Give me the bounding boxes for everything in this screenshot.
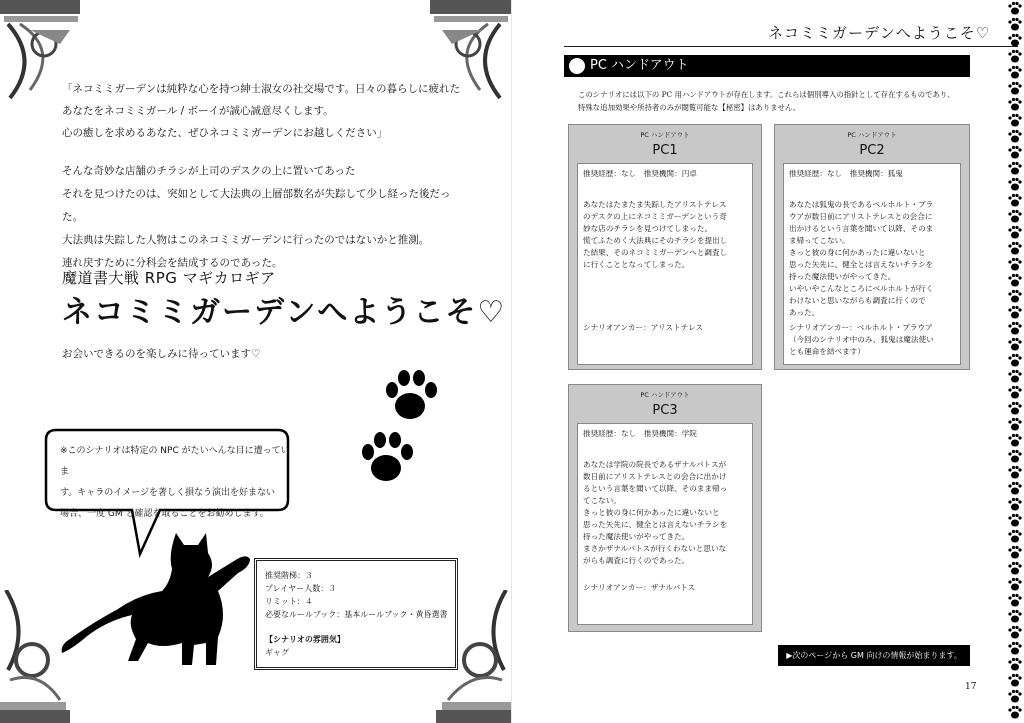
story-text bbox=[62, 160, 462, 275]
handout-text-line: るという言葉を聞いて以降、そのまま帰っ bbox=[583, 484, 728, 493]
info-line: リミット：４ bbox=[265, 597, 313, 606]
paw-border-icon bbox=[1008, 370, 1021, 383]
handout-text-line: てこない。 bbox=[583, 496, 621, 505]
anchor-line: シナリオアンカー：アリストテレス bbox=[583, 323, 704, 332]
handout-text-line: わけないと思いながらも調査に行くので bbox=[789, 296, 926, 305]
paw-border-icon bbox=[1008, 514, 1021, 527]
paw-border-icon bbox=[1008, 338, 1021, 351]
handout-label: PC ハンドアウト bbox=[847, 131, 897, 139]
intro-line: 「ネコミミガーデンは純粋な心を持つ紳士淑女の社交場です。日々の暮らしに疲れた bbox=[62, 83, 460, 95]
header-rule bbox=[564, 46, 1018, 47]
paw-border-icon bbox=[1008, 498, 1021, 511]
paw-print-icon bbox=[380, 368, 442, 424]
handout-pc-name: PC2 bbox=[859, 143, 885, 158]
handout-text-line: いやいやこんなところにベルホルトが行く bbox=[789, 284, 934, 293]
intro-quote bbox=[62, 78, 462, 144]
right-page bbox=[512, 0, 1024, 723]
handout-text-line: 出かけるという言葉を聞いて以降、そのま bbox=[789, 224, 934, 233]
warning-line: す。キャラのイメージを著しく損なう演出を好まない bbox=[60, 488, 276, 498]
warning-line: 場合、一度 GM と確認を取ることをお勧めします。 bbox=[60, 509, 269, 519]
paw-border-icon bbox=[1008, 306, 1021, 319]
paw-border-icon bbox=[1008, 466, 1021, 479]
intro-line: あなたをネコミミガール / ボーイが誠心誠意尽くします。 bbox=[62, 105, 334, 117]
paw-border-icon bbox=[1008, 706, 1021, 719]
page-number: 17 bbox=[965, 682, 977, 692]
handout-label: PC ハンドアウト bbox=[640, 391, 690, 399]
handout-pc-name: PC1 bbox=[652, 143, 678, 158]
handout-text-line: 持った魔法使いがやってきた。 bbox=[789, 272, 896, 281]
paw-border-icon bbox=[1008, 434, 1021, 447]
handout-card-pc3 bbox=[568, 384, 762, 632]
handout-text bbox=[789, 199, 933, 319]
paw-border-icon bbox=[1008, 418, 1021, 431]
welcome-text: お会いできるのを楽しみに待っています♡ bbox=[62, 348, 261, 360]
handout-card-pc1 bbox=[568, 124, 762, 370]
warning-note bbox=[60, 441, 290, 525]
intro-line: 心の癒しを求めるあなた、ぜひネコミミガーデンにお越しください」 bbox=[62, 127, 388, 139]
handout-text-line: がらも調査に行くのであった。 bbox=[583, 556, 690, 565]
paw-border-icon bbox=[1008, 66, 1021, 79]
story-line: それを見つけたのは、突如として大法典の上層部数名が失踪して少し経った後だった。 bbox=[62, 188, 451, 223]
paw-border-icon bbox=[1008, 130, 1021, 143]
paw-border-icon bbox=[1008, 114, 1021, 127]
handout-card-pc2 bbox=[774, 124, 970, 370]
handout-text-line: あなたは狐鬼の長であるベルホルト・ブラ bbox=[789, 200, 934, 209]
section-title: PC ハンドアウト bbox=[590, 58, 689, 73]
cat-silhouette bbox=[58, 525, 258, 675]
handout-text-line: 妙な店のチラシを見つけてしまった。 bbox=[583, 224, 713, 233]
handout-body bbox=[783, 163, 961, 365]
handout-text-line: 数日前にアリストテレスとの会合に出かけ bbox=[583, 472, 727, 481]
handout-fields: 推奨経歴：なし 推奨機関：学院 bbox=[583, 429, 697, 438]
handout-fields: 推奨経歴：なし 推奨機関：狐鬼 bbox=[789, 169, 903, 178]
handout-text-line: た結果、そのネコミミガーデンへと調査し bbox=[583, 248, 728, 257]
paw-border-icon bbox=[1008, 98, 1021, 111]
handout-text-line: のデスクの上にネコミミガーデンという奇 bbox=[583, 212, 727, 221]
paw-border-icon bbox=[1008, 210, 1021, 223]
handout-text-line: きっと彼の身に何かあったに違いないと bbox=[583, 508, 720, 517]
paw-border-icon bbox=[1008, 146, 1021, 159]
handout-text-line: 思った矢先に、健全とは言えないチラシを bbox=[789, 260, 934, 269]
section-title-bar bbox=[564, 55, 970, 77]
paw-border-icon bbox=[1008, 226, 1021, 239]
handout-text-line: あった。 bbox=[789, 308, 820, 317]
section-description bbox=[578, 88, 978, 114]
atmosphere-value: ギャグ bbox=[265, 648, 289, 657]
warning-line: ※このシナリオは特定の NPC がたいへんな目に遭っていま bbox=[60, 446, 290, 477]
handout-text-line: あなたは学院の院長であるザナルバトスが bbox=[583, 460, 727, 469]
system-title: 魔道書大戦 RPG マギカロギア bbox=[62, 269, 276, 287]
atmosphere-label: 【シナリオの雰囲気】 bbox=[265, 635, 345, 644]
paw-border-icon bbox=[1008, 274, 1021, 287]
paw-border-icon bbox=[1008, 354, 1021, 367]
paw-border-icon bbox=[1008, 690, 1021, 703]
paw-border-icon bbox=[1008, 386, 1021, 399]
paw-border-icon bbox=[1008, 242, 1021, 255]
handout-text-line: 慌てふためく大法典にそのチラシを提出し bbox=[583, 236, 728, 245]
handout-text-line: まさかザナルバトスが行くわないと思いな bbox=[583, 544, 727, 553]
anchor-line: シナリオアンカー：ザナルバトス bbox=[583, 583, 696, 592]
paw-border-icon bbox=[1008, 162, 1021, 175]
handout-anchor bbox=[789, 322, 934, 358]
paw-border-icon bbox=[1008, 194, 1021, 207]
info-line: 必要なルールブック：基本ルールブック・黄昏選書 bbox=[265, 610, 448, 619]
paw-print-icon bbox=[356, 430, 418, 486]
handout-fields: 推奨経歴：なし 推奨機関：円卓 bbox=[583, 169, 697, 178]
handout-text bbox=[583, 459, 727, 567]
paw-border-icon bbox=[1008, 2, 1021, 15]
paw-border-icon bbox=[1008, 530, 1021, 543]
anchor-line: シナリオアンカー：ベルホルト・ブラウア bbox=[789, 323, 933, 332]
info-line: 推奨階梯：３ bbox=[265, 571, 313, 580]
anchor-line: （今回のシナリオ中のみ、狐鬼は魔法使い bbox=[789, 335, 934, 344]
story-line: 連れ戻すために分科会を結成するのであった。 bbox=[62, 257, 283, 269]
desc-line: このシナリオには以下の PC 用ハンドアウトが存在します。これらは個別導入の指針として存在するものであり、 bbox=[578, 90, 955, 99]
handout-anchor bbox=[583, 582, 695, 594]
paw-border-icon bbox=[1008, 402, 1021, 415]
main-title: ネコミミガーデンへようこそ♡ bbox=[62, 295, 507, 330]
paw-border-icon bbox=[1008, 34, 1021, 47]
page-header-title: ネコミミガーデンへようこそ♡ bbox=[768, 24, 991, 42]
paw-border-icon bbox=[1008, 578, 1021, 591]
handout-body bbox=[577, 423, 753, 625]
handout-anchor bbox=[583, 322, 703, 334]
handout-label: PC ハンドアウト bbox=[640, 131, 690, 139]
paw-border-icon bbox=[1008, 178, 1021, 191]
handout-text bbox=[583, 199, 727, 271]
story-line: 大法典は失踪した人物はこのネコミミガーデンに行ったのではないかと推測。 bbox=[62, 234, 430, 246]
handout-text-line: ま帰ってこない。 bbox=[789, 236, 850, 245]
handout-text-line: に行くこととなってしまった。 bbox=[583, 260, 690, 269]
handout-text-line: あなたはたまたま失踪したアリストテレス bbox=[583, 200, 727, 209]
paw-border-icon bbox=[1008, 18, 1021, 31]
paw-border-icon bbox=[1008, 610, 1021, 623]
paw-border-icon bbox=[1008, 658, 1021, 671]
story-line: そんな奇妙な店舗のチラシが上司のデスクの上に置いてあった bbox=[62, 165, 356, 177]
paw-border-icon bbox=[1008, 594, 1021, 607]
paw-border-icon bbox=[1008, 482, 1021, 495]
paw-border-icon bbox=[1008, 642, 1021, 655]
paw-border bbox=[1006, 0, 1024, 723]
handout-body bbox=[577, 163, 753, 365]
anchor-line: とも運命を結べます） bbox=[789, 347, 865, 356]
next-page-note: ▶次のページから GM 向けの情報が始まります。 bbox=[778, 645, 970, 666]
paw-border-icon bbox=[1008, 322, 1021, 335]
handout-text-line: ウアが数日前にアリストテレスとの会合に bbox=[789, 212, 933, 221]
info-line: プレイヤー人数：３ bbox=[265, 584, 337, 593]
paw-border-icon bbox=[1008, 626, 1021, 639]
desc-line: 特殊な追加効果や所持者のみが閲覧可能な【秘密】はありません。 bbox=[578, 103, 801, 112]
paw-border-icon bbox=[1008, 290, 1021, 303]
paw-border-icon bbox=[1008, 82, 1021, 95]
paw-border-icon bbox=[1008, 674, 1021, 687]
handout-pc-name: PC3 bbox=[652, 403, 678, 418]
paw-border-icon bbox=[1008, 450, 1021, 463]
paw-border-icon bbox=[1008, 562, 1021, 575]
handout-text-line: 持った魔法使いがやってきた。 bbox=[583, 532, 690, 541]
paw-border-icon bbox=[1008, 50, 1021, 63]
paw-border-icon bbox=[1008, 258, 1021, 271]
paw-border-icon bbox=[1008, 546, 1021, 559]
cat-face-icon bbox=[569, 58, 585, 74]
handout-text-line: 思った矢先に、健全とは言えないチラシを bbox=[583, 520, 728, 529]
handout-text-line: きっと彼の身に何かあったに違いないと bbox=[789, 248, 926, 257]
scenario-info-box bbox=[254, 558, 458, 670]
